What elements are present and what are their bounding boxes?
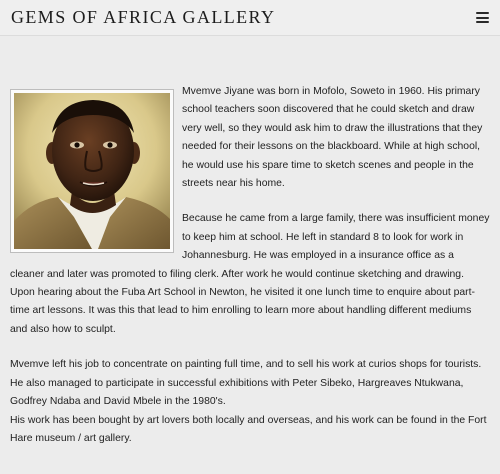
site-header bbox=[0, 0, 500, 36]
bio-paragraph: Because he came from a large family, there was insufficient money to keep him at school. He left in standard 8 to look for work in Johannesburg. He was employed in a insurance office as a cleaner and later was promoted to filing clerk. After work he would continue sketching and drawing. Upon hearing about the Fuba Art School in Newton, he visited it one lunch time to enquire about part-time art lessons. It was this that lead to him enrolling to learn more about handling different mediums and also how to sculpt. bbox=[10, 213, 490, 335]
site-title[interactable]: GEMS OF AFRICA GALLERY bbox=[11, 7, 276, 27]
artist-portrait bbox=[10, 89, 174, 253]
bio-paragraph: Mvemve Jiyane was born in Mofolo, Soweto in 1960. His primary school teachers soon discovered that he could sketch and draw very well, so they would ask him to draw the illustrations that they needed for their lessons on the blackboard. While at high school, he would use his spare time to sketch scenes and people in the streets near his home. bbox=[182, 86, 483, 190]
bio-paragraph: His work has been bought by art lovers both locally and overseas, and his work can be found in the Fort Hare museum / art gallery. bbox=[10, 414, 487, 444]
bio-paragraph: Mvemve left his job to concentrate on painting full time, and to sell his work at curios shops for tourists. He also managed to participate in successful exhibitions with Peter Sibeko, Hargreaves Ntukwana, Godfrey Ndaba and David Mbele in the 1980's. bbox=[10, 359, 482, 408]
artist-bio bbox=[10, 83, 490, 448]
artist-portrait-image bbox=[14, 93, 170, 249]
hamburger-menu-icon[interactable] bbox=[476, 12, 489, 23]
